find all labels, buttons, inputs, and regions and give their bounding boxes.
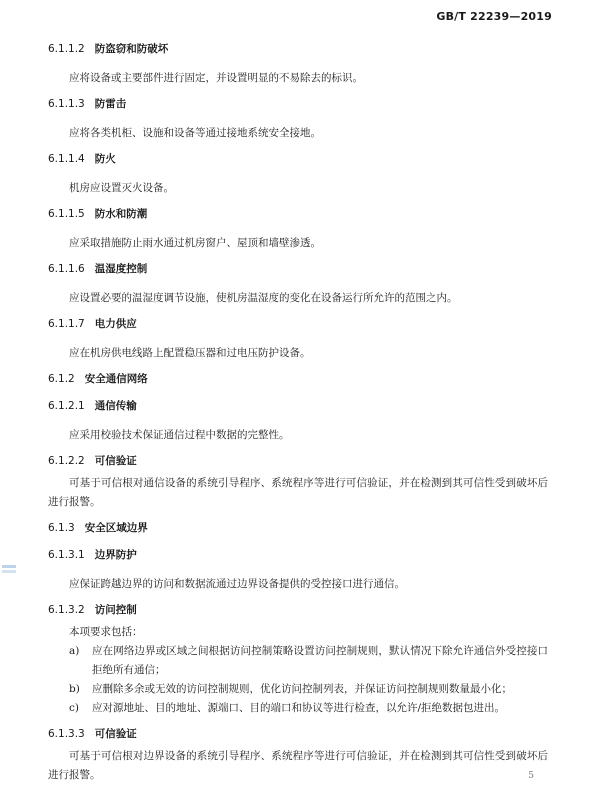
paragraph: 机房应设置灭火设备。 <box>69 182 174 194</box>
section-heading: 6.1.1.5 防水和防潮 <box>48 208 148 220</box>
paragraph: 应设置必要的温湿度调节设施，使机房温湿度的变化在设备运行所允许的范围之内。 <box>69 292 458 304</box>
paragraph: 应将各类机柜、设施和设备等通过接地系统安全接地。 <box>69 127 321 139</box>
section-heading: 6.1.3.3 可信验证 <box>48 728 137 740</box>
section-heading: 6.1.3.1 边界防护 <box>48 549 137 561</box>
section-heading: 6.1.3 安全区域边界 <box>48 522 148 534</box>
paragraph: 应将设备或主要部件进行固定，并设置明显的不易除去的标识。 <box>69 72 363 84</box>
section-heading: 6.1.3.2 访问控制 <box>48 604 137 616</box>
section-heading: 6.1.2.2 可信验证 <box>48 455 137 467</box>
list-item: a) 应在网络边界或区域之间根据访问控制策略设置访问控制规则，默认情况下除允许通信外受控接口拒绝所有通信； <box>69 645 548 676</box>
section-heading: 6.1.1.6 温湿度控制 <box>48 263 148 275</box>
list-item: c) 应对源地址、目的地址、源端口、目的端口和协议等进行检查，以允许/拒绝数据包进出。 <box>69 702 506 714</box>
list-item: b) 应删除多余或无效的访问控制规则，优化访问控制列表，并保证访问控制规则数量最小化； <box>69 683 512 695</box>
page-number: 5 <box>528 771 534 781</box>
paragraph: 可基于可信根对通信设备的系统引导程序、系统程序等进行可信验证，并在检测到其可信性受到破坏后进行报警。 <box>48 477 548 508</box>
section-heading: 6.1.1.3 防雷击 <box>48 98 127 110</box>
section-heading: 6.1.1.2 防盗窃和防破坏 <box>48 43 169 55</box>
section-heading: 6.1.1.7 电力供应 <box>48 318 137 330</box>
margin-mark-icon <box>0 563 20 575</box>
paragraph: 本项要求包括： <box>69 626 143 638</box>
standard-code: GB/T 22239—2019 <box>436 10 552 23</box>
section-heading: 6.1.1.4 防火 <box>48 153 116 165</box>
paragraph: 应采用校验技术保证通信过程中数据的完整性。 <box>69 429 290 441</box>
paragraph: 应在机房供电线路上配置稳压器和过电压防护设备。 <box>69 347 311 359</box>
paragraph: 应采取措施防止雨水通过机房窗户、屋顶和墙壁渗透。 <box>69 237 321 249</box>
section-heading: 6.1.2.1 通信传输 <box>48 400 137 412</box>
section-heading: 6.1.2 安全通信网络 <box>48 373 148 385</box>
document-body <box>48 42 548 785</box>
paragraph: 应保证跨越边界的访问和数据流通过边界设备提供的受控接口进行通信。 <box>69 578 405 590</box>
paragraph: 可基于可信根对边界设备的系统引导程序、系统程序等进行可信验证，并在检测到其可信性受到破坏后进行报警。 <box>48 750 548 781</box>
